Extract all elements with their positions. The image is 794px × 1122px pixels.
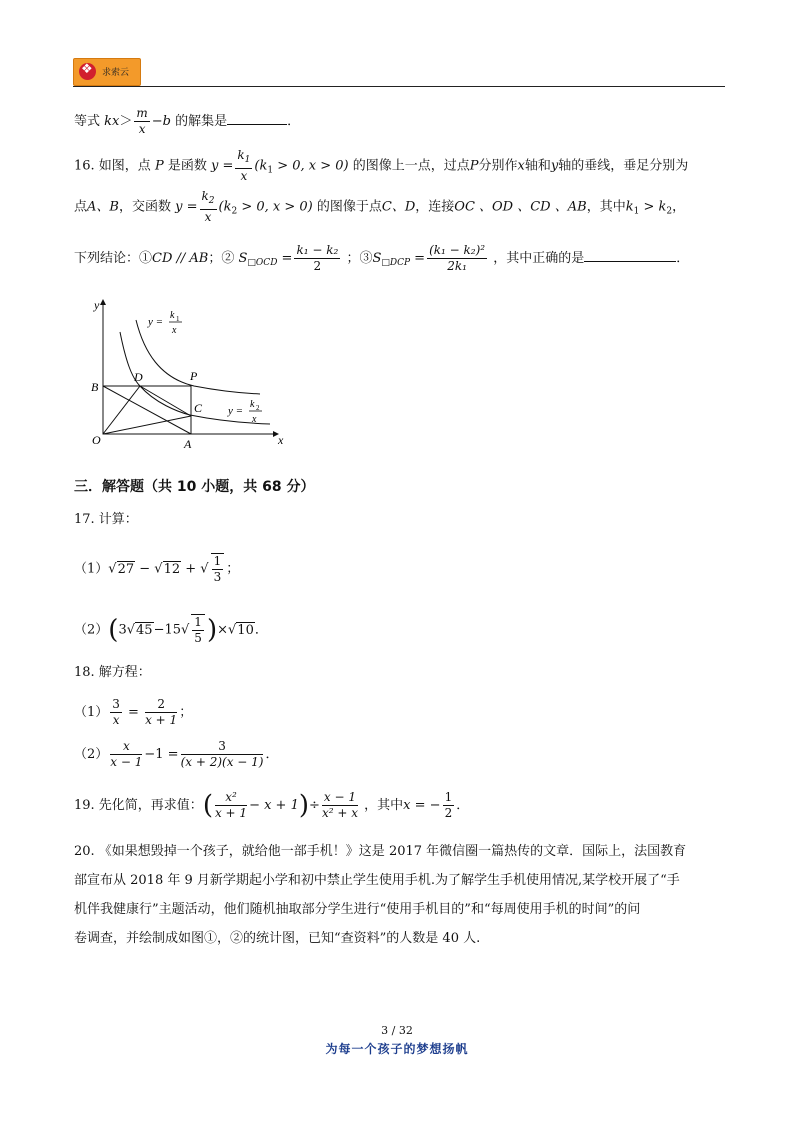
q20-line-2: 部宣布从 2018 年 9 月新学期起小学和初中禁止学生使用手机.为了解学生手机使用情况,某学校开展了“手 xyxy=(74,873,680,888)
section-title: 三．解答题（共 10 小题，共 68 分） xyxy=(74,479,315,495)
segment-CD xyxy=(140,386,191,416)
fraction: $\frac{3}{(x + 2)(x - 1)}$ xyxy=(180,739,264,769)
fraction: $\frac{x}{x - 1}$ xyxy=(110,739,143,769)
curve1-label-k-sub: 1 xyxy=(176,315,180,323)
brand-logo xyxy=(73,58,141,86)
curve2-label-k: k xyxy=(250,399,255,410)
curve1-label-k: k xyxy=(170,310,175,321)
label-D: D xyxy=(134,370,143,384)
curve2-label-x: x xyxy=(252,414,257,425)
q16-line-3: 下列结论：①CD // AB；② $S_{□OCD}$ = $\frac{\text{k₁ − k₂}}{2}$ ；$③S_{□DCP}$ = $\frac{\text{(k₁ − k₂)²}}{\text{2k₁}}$ ，其中正确的是 ． xyxy=(74,243,690,273)
curve1-label-y: y = xyxy=(148,316,164,328)
fraction: $\frac{3}{x}$ xyxy=(112,697,120,727)
fraction: $\frac{\text{(k₁ − k₂)²}}{\text{2k₁}}$ xyxy=(429,243,486,273)
segment-OC xyxy=(103,416,191,434)
segment-OD xyxy=(103,386,140,434)
q19: 19. 先化简，再求值：( $\frac{\text{x²}}{x + 1}$ − x + 1)÷ $\frac{x - 1}{\text{x² + x}}$ ，其中x = − $\frac{1}{2}$ ． xyxy=(74,790,470,821)
answer-blank xyxy=(227,124,287,125)
footer-slogan: 为每一个孩子的梦想扬帆 xyxy=(325,1042,469,1056)
fraction: $\frac{m}{x}$ xyxy=(136,106,148,136)
label-y-axis: y xyxy=(94,298,100,312)
answer-blank xyxy=(584,261,676,262)
label-P: P xyxy=(190,369,198,383)
q15-tail: 等式 kx＞ $\frac{m}{x}$ −b 的解集是 ． xyxy=(74,106,301,136)
curve1-label-x: x xyxy=(172,325,177,336)
label-C: C xyxy=(194,401,203,415)
q17-part2: （2）(3√45−15√ $\frac{1}{5}$ )×√10． xyxy=(74,615,268,645)
q18-part2: （2） $\frac{x}{x - 1}$ −1 = $\frac{3}{(x + 2)(x - 1)}$ ． xyxy=(74,739,279,769)
page-number: 3 / 32 xyxy=(381,1024,413,1037)
fraction: $\frac{k_1}{x}$ xyxy=(237,148,251,183)
q16-line-2: 点A、B，交函数 y = $\frac{k_2}{x}$ ($k_2 > 0$, x > 0) 的图像于点C、D，连接OC 、OD 、CD 、AB，其中$k_1 > k_2$， xyxy=(74,189,686,224)
label-x-axis: x xyxy=(278,433,284,447)
logo-text: 求索云 xyxy=(102,68,130,78)
label-O: O xyxy=(92,433,101,447)
flower-icon xyxy=(79,63,96,80)
q20-line-3: 机伴我健康行”主题活动，他们随机抽取部分学生进行“使用手机目的”和“每周使用手机的时间”的问 xyxy=(74,902,641,917)
curve-k1 xyxy=(136,320,260,394)
q20-line-1: 20. 《如果想毁掉一个孩子，就给他一部手机！》这是 2017 年微信圈一篇热传的文章．国际上，法国教育 xyxy=(74,844,687,859)
fraction: $\frac{1}{3}$ xyxy=(211,553,225,585)
fraction: $\frac{\text{k₁ − k₂}}{2}$ xyxy=(296,243,339,273)
fraction: $\frac{1}{5}$ xyxy=(191,614,205,646)
curve2-label-y: y = xyxy=(228,405,244,417)
q17-part1: （1）√27 − √12 + √ $\frac{1}{3}$ ； xyxy=(74,554,240,584)
q16-line-1: 16. 如图，点 P 是函数 y = $\frac{k_1}{x}$ ($k_1 > 0$, x > 0) 的图像上一点，过点P分别作x轴和y轴的垂线，垂足分别为 xyxy=(74,148,689,183)
q18-head: 18. 解方程： xyxy=(74,665,151,680)
function-figure xyxy=(70,292,300,462)
fraction: $\frac{\text{x²}}{x + 1}$ xyxy=(214,790,248,820)
q20-line-4: 卷调查，并绘制成如图①，②的统计图，已知“查资料”的人数是 40 人. xyxy=(74,931,481,946)
fraction: $\frac{k_2}{x}$ xyxy=(201,189,215,224)
q17-head: 17. 计算： xyxy=(74,512,138,527)
q18-part1: （1） $\frac{3}{x}$ = $\frac{2}{x + 1}$ ； xyxy=(74,697,193,727)
curve2-label-k-sub: 2 xyxy=(256,404,260,412)
fraction: $\frac{x - 1}{\text{x² + x}}$ xyxy=(321,790,358,820)
header-divider xyxy=(73,86,725,87)
fraction: $\frac{2}{x + 1}$ xyxy=(145,697,178,727)
label-A: A xyxy=(184,437,192,451)
label-B: B xyxy=(91,380,99,394)
fraction: $\frac{1}{2}$ xyxy=(444,790,453,820)
